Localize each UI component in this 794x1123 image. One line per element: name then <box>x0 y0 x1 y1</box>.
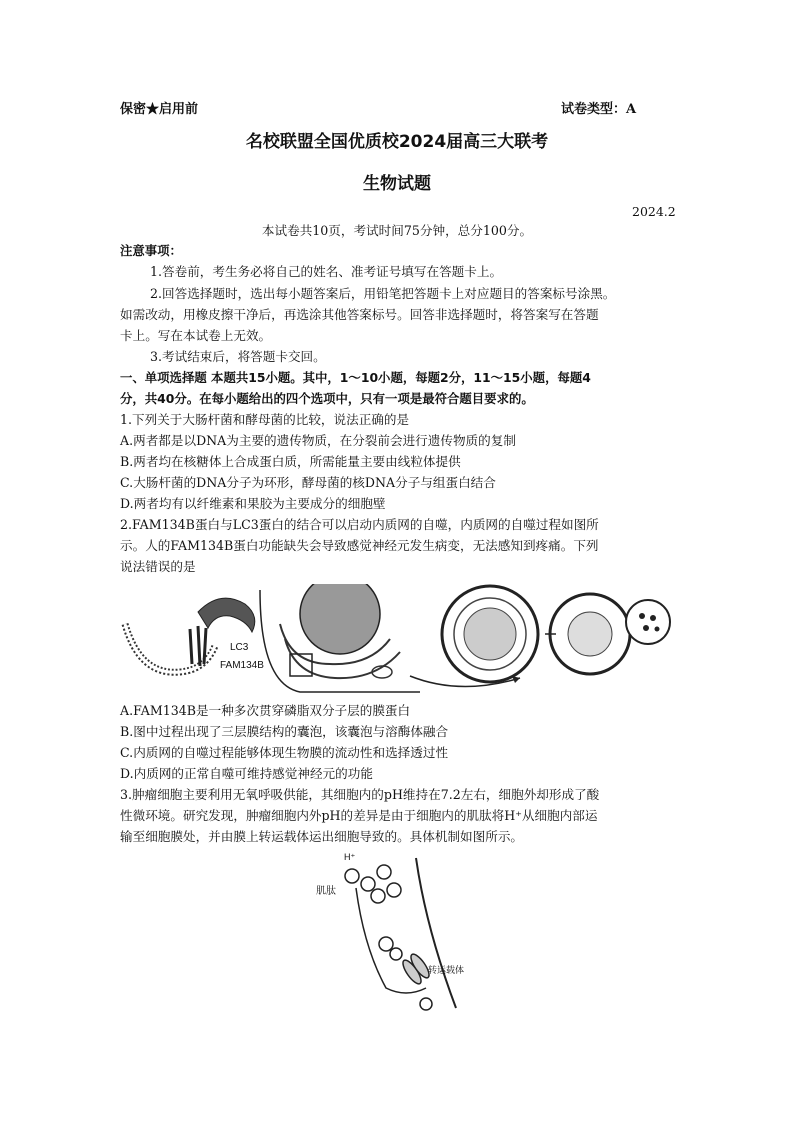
confidential-mark: 保密★启用前 <box>120 102 199 117</box>
carnosine-molecule <box>420 998 432 1010</box>
exam-meta: 本试卷共10页，考试时间75分钟，总分100分。 <box>261 223 533 238</box>
question-1-option-c: C.大肠杆菌的DNA分子为环形，酵母菌的核DNA分子与组蛋白结合 <box>120 475 496 490</box>
carnosine-transport-figure <box>306 848 484 1014</box>
question-2-stem-cont: 说法错误的是 <box>120 559 196 574</box>
note-item-2-cont: 如需改动，用橡皮擦干净后，再选涂其他答案标号。回答非选择题时，将答案写在答题 <box>120 307 599 322</box>
nucleus <box>300 584 380 654</box>
question-3-stem-cont: 输至细胞膜处，并由膜上转运载体运出细胞导致的。具体机制如图所示。 <box>120 829 523 844</box>
paper-type: 试卷类型：A <box>561 102 637 117</box>
carnosine-molecule <box>345 869 359 883</box>
exam-subtitle: 生物试题 <box>363 174 431 194</box>
question-2-option-a: A.FAM134B是一种多次贯穿磷脂双分子层的膜蛋白 <box>120 703 411 718</box>
lc3-label: LC3 <box>230 642 249 653</box>
note-item-2: 2.回答选择题时，选出每小题答案后，用铅笔把答题卡上对应题目的答案标号涂黑。 <box>150 286 616 301</box>
question-2-stem: 2.FAM134B蛋白与LC3蛋白的结合可以启动内质网的自噬，内质网的自噬过程如图所 <box>120 517 599 532</box>
carnosine-molecule <box>379 937 393 951</box>
question-1-option-d: D.两者均有以纤维素和果胶为主要成分的细胞壁 <box>120 496 386 511</box>
carnosine-molecule <box>387 883 401 897</box>
transporter-label: 转运载体 <box>428 965 465 975</box>
question-1-option-a: A.两者都是以DNA为主要的遗传物质，在分裂前会进行遗传物质的复制 <box>120 433 516 448</box>
question-2-option-c: C.内质网的自噬过程能够体现生物膜的流动性和选择透过性 <box>120 745 449 760</box>
note-item-1: 1.答卷前，考生务必将自己的姓名、准考证号填写在答题卡上。 <box>150 264 503 279</box>
exam-title: 名校联盟全国优质校2024届高三大联考 <box>245 132 549 152</box>
er-autophagy-figure <box>120 584 676 696</box>
question-1-stem: 1.下列关于大肠杆菌和酵母菌的比较，说法正确的是 <box>120 412 410 427</box>
fam134b-label: FAM134B <box>220 660 264 671</box>
note-item-3: 3.考试结束后，将答题卡交回。 <box>150 349 326 364</box>
question-2-option-d: D.内质网的正常自噬可维持感觉神经元的功能 <box>120 766 373 781</box>
note-item-2-cont: 卡上。写在本试卷上无效。 <box>120 328 272 343</box>
h-ion-label: H⁺ <box>344 852 356 862</box>
lysosome <box>626 600 670 644</box>
question-3-stem-cont: 性微环境。研究发现，肿瘤细胞内外pH的差异是由于细胞内的肌肽将H⁺从细胞内部运 <box>120 808 598 823</box>
carnosine-molecule <box>371 889 385 903</box>
section-heading: 一、单项选择题 本题共15小题。其中，1～10小题，每题2分，11～15小题，每题4 <box>120 370 591 385</box>
notes-heading: 注意事项： <box>120 243 182 258</box>
exam-date: 2024.2 <box>632 204 676 219</box>
question-2-stem-cont: 示。人的FAM134B蛋白功能缺失会导致感觉神经元发生病变，无法感知到疼痛。下列 <box>120 538 599 553</box>
question-3-stem: 3.肿瘤细胞主要利用无氧呼吸供能，其细胞内的pH维持在7.2左右，细胞外却形成了酸 <box>120 787 600 802</box>
carnosine-label: 肌肽 <box>316 886 336 897</box>
carnosine-molecule <box>390 948 402 960</box>
question-1-option-b: B.两者均在核糖体上合成蛋白质，所需能量主要由线粒体提供 <box>120 454 461 469</box>
carnosine-molecule <box>377 865 391 879</box>
question-2-option-b: B.图中过程出现了三层膜结构的囊泡，该囊泡与溶酶体融合 <box>120 724 449 739</box>
carnosine-molecule <box>361 877 375 891</box>
section-heading-cont: 分，共40分。在每小题给出的四个选项中，只有一项是最符合题目要求的。 <box>120 391 534 406</box>
